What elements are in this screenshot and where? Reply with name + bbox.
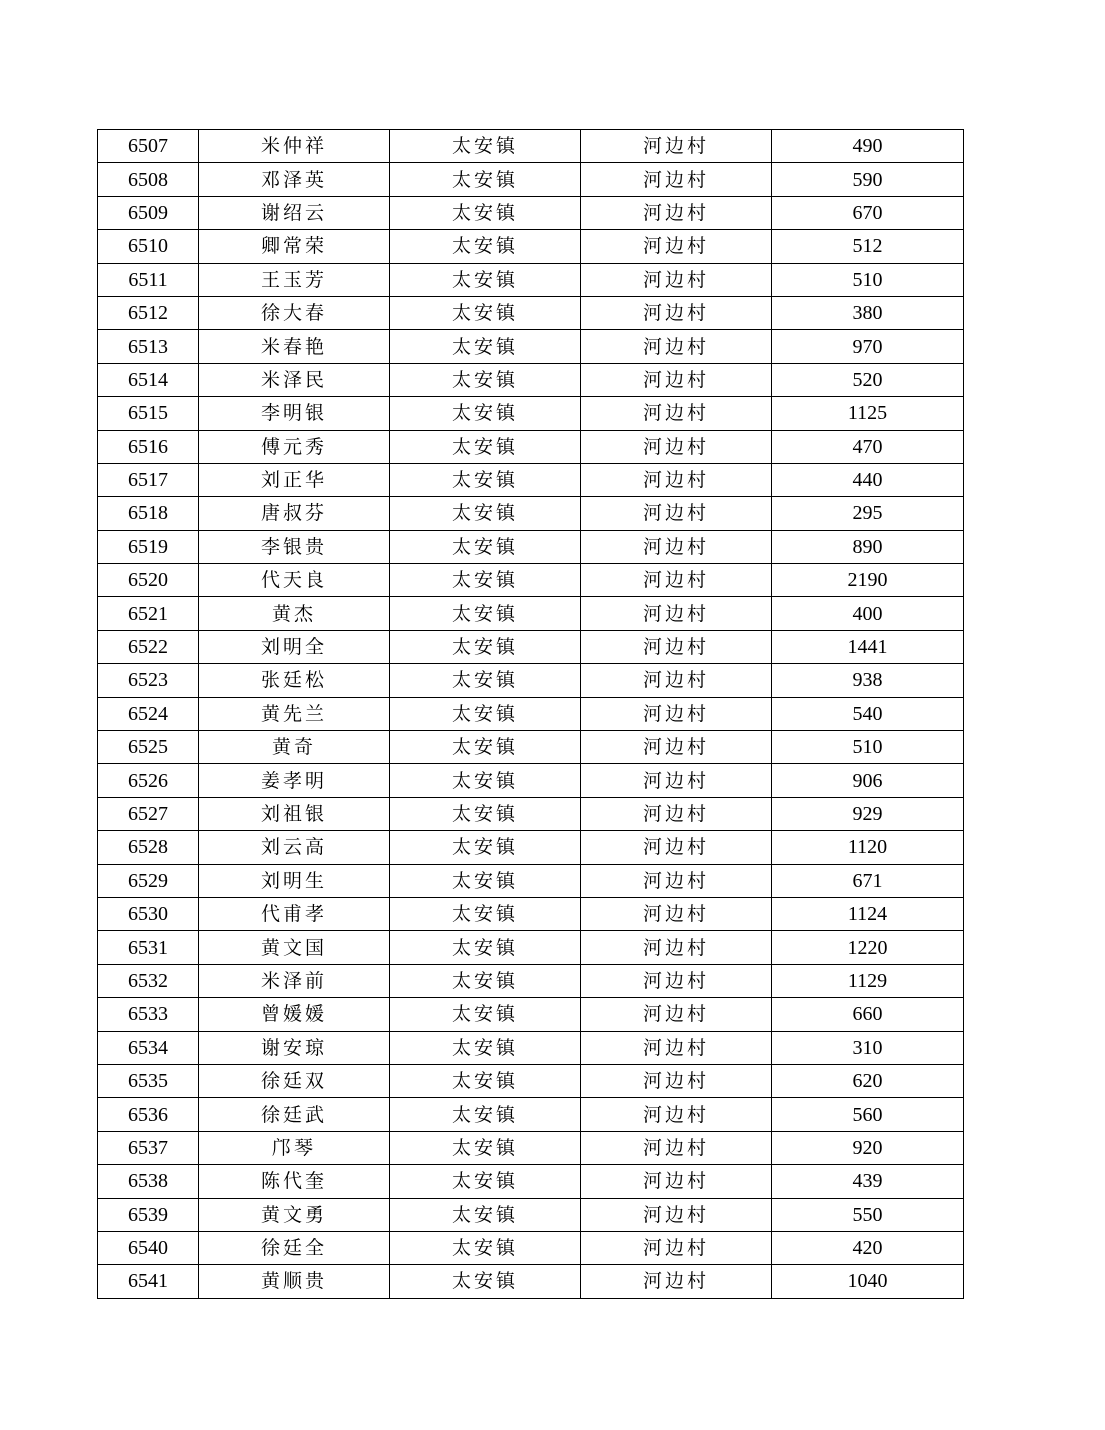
town-cell: 太安镇 bbox=[390, 597, 581, 630]
amount-cell: 1124 bbox=[772, 897, 964, 930]
name-cell: 代甫孝 bbox=[199, 897, 390, 930]
row-id-cell: 6535 bbox=[98, 1064, 199, 1097]
town-cell: 太安镇 bbox=[390, 530, 581, 563]
table-row bbox=[98, 1231, 964, 1264]
town-cell: 太安镇 bbox=[390, 1165, 581, 1198]
row-id-cell: 6531 bbox=[98, 931, 199, 964]
town-cell: 太安镇 bbox=[390, 764, 581, 797]
row-id-cell: 6516 bbox=[98, 430, 199, 463]
row-id-cell: 6511 bbox=[98, 263, 199, 296]
amount-cell: 540 bbox=[772, 697, 964, 730]
village-cell: 河边村 bbox=[581, 263, 772, 296]
table-row bbox=[98, 797, 964, 830]
row-id-cell: 6508 bbox=[98, 163, 199, 196]
town-cell: 太安镇 bbox=[390, 296, 581, 329]
village-cell: 河边村 bbox=[581, 1131, 772, 1164]
town-cell: 太安镇 bbox=[390, 430, 581, 463]
village-cell: 河边村 bbox=[581, 664, 772, 697]
table-row bbox=[98, 964, 964, 997]
amount-cell: 1220 bbox=[772, 931, 964, 964]
row-id-cell: 6522 bbox=[98, 630, 199, 663]
row-id-cell: 6524 bbox=[98, 697, 199, 730]
village-cell: 河边村 bbox=[581, 530, 772, 563]
name-cell: 王玉芳 bbox=[199, 263, 390, 296]
town-cell: 太安镇 bbox=[390, 998, 581, 1031]
table-row bbox=[98, 1131, 964, 1164]
row-id-cell: 6518 bbox=[98, 497, 199, 530]
table-row bbox=[98, 130, 964, 163]
town-cell: 太安镇 bbox=[390, 1265, 581, 1298]
town-cell: 太安镇 bbox=[390, 1131, 581, 1164]
name-cell: 黄文勇 bbox=[199, 1198, 390, 1231]
table-row bbox=[98, 1098, 964, 1131]
row-id-cell: 6539 bbox=[98, 1198, 199, 1231]
village-cell: 河边村 bbox=[581, 864, 772, 897]
name-cell: 刘祖银 bbox=[199, 797, 390, 830]
name-cell: 刘明全 bbox=[199, 630, 390, 663]
amount-cell: 1441 bbox=[772, 630, 964, 663]
table-row bbox=[98, 163, 964, 196]
table-row bbox=[98, 296, 964, 329]
village-cell: 河边村 bbox=[581, 397, 772, 430]
village-cell: 河边村 bbox=[581, 1198, 772, 1231]
amount-cell: 295 bbox=[772, 497, 964, 530]
village-cell: 河边村 bbox=[581, 697, 772, 730]
table-row bbox=[98, 931, 964, 964]
name-cell: 邝琴 bbox=[199, 1131, 390, 1164]
amount-cell: 938 bbox=[772, 664, 964, 697]
table-row bbox=[98, 564, 964, 597]
town-cell: 太安镇 bbox=[390, 497, 581, 530]
village-cell: 河边村 bbox=[581, 163, 772, 196]
town-cell: 太安镇 bbox=[390, 130, 581, 163]
table-row bbox=[98, 463, 964, 496]
town-cell: 太安镇 bbox=[390, 230, 581, 263]
row-id-cell: 6532 bbox=[98, 964, 199, 997]
name-cell: 徐廷武 bbox=[199, 1098, 390, 1131]
village-cell: 河边村 bbox=[581, 931, 772, 964]
village-cell: 河边村 bbox=[581, 897, 772, 930]
table-row bbox=[98, 497, 964, 530]
village-cell: 河边村 bbox=[581, 463, 772, 496]
table-row bbox=[98, 998, 964, 1031]
table-row bbox=[98, 664, 964, 697]
row-id-cell: 6530 bbox=[98, 897, 199, 930]
amount-cell: 470 bbox=[772, 430, 964, 463]
name-cell: 徐大春 bbox=[199, 296, 390, 329]
village-cell: 河边村 bbox=[581, 1165, 772, 1198]
town-cell: 太安镇 bbox=[390, 363, 581, 396]
town-cell: 太安镇 bbox=[390, 897, 581, 930]
village-cell: 河边村 bbox=[581, 130, 772, 163]
name-cell: 米春艳 bbox=[199, 330, 390, 363]
row-id-cell: 6526 bbox=[98, 764, 199, 797]
amount-cell: 671 bbox=[772, 864, 964, 897]
table-row bbox=[98, 1198, 964, 1231]
amount-cell: 590 bbox=[772, 163, 964, 196]
village-cell: 河边村 bbox=[581, 1231, 772, 1264]
town-cell: 太安镇 bbox=[390, 1231, 581, 1264]
town-cell: 太安镇 bbox=[390, 731, 581, 764]
table-row bbox=[98, 530, 964, 563]
village-cell: 河边村 bbox=[581, 597, 772, 630]
amount-cell: 970 bbox=[772, 330, 964, 363]
table-row bbox=[98, 764, 964, 797]
name-cell: 刘明生 bbox=[199, 864, 390, 897]
name-cell: 徐廷双 bbox=[199, 1064, 390, 1097]
town-cell: 太安镇 bbox=[390, 1198, 581, 1231]
amount-cell: 550 bbox=[772, 1198, 964, 1231]
town-cell: 太安镇 bbox=[390, 964, 581, 997]
name-cell: 谢安琼 bbox=[199, 1031, 390, 1064]
amount-cell: 510 bbox=[772, 263, 964, 296]
amount-cell: 670 bbox=[772, 196, 964, 229]
amount-cell: 400 bbox=[772, 597, 964, 630]
town-cell: 太安镇 bbox=[390, 664, 581, 697]
table-row bbox=[98, 731, 964, 764]
village-cell: 河边村 bbox=[581, 363, 772, 396]
table-row bbox=[98, 196, 964, 229]
amount-cell: 1125 bbox=[772, 397, 964, 430]
village-cell: 河边村 bbox=[581, 630, 772, 663]
village-cell: 河边村 bbox=[581, 998, 772, 1031]
town-cell: 太安镇 bbox=[390, 196, 581, 229]
village-cell: 河边村 bbox=[581, 564, 772, 597]
name-cell: 张廷松 bbox=[199, 664, 390, 697]
town-cell: 太安镇 bbox=[390, 831, 581, 864]
row-id-cell: 6509 bbox=[98, 196, 199, 229]
amount-cell: 906 bbox=[772, 764, 964, 797]
town-cell: 太安镇 bbox=[390, 564, 581, 597]
name-cell: 徐廷全 bbox=[199, 1231, 390, 1264]
name-cell: 黄杰 bbox=[199, 597, 390, 630]
amount-cell: 439 bbox=[772, 1165, 964, 1198]
village-cell: 河边村 bbox=[581, 764, 772, 797]
table-row bbox=[98, 330, 964, 363]
village-cell: 河边村 bbox=[581, 1265, 772, 1298]
data-table bbox=[97, 129, 964, 1299]
amount-cell: 1120 bbox=[772, 831, 964, 864]
row-id-cell: 6527 bbox=[98, 797, 199, 830]
name-cell: 卿常荣 bbox=[199, 230, 390, 263]
table-row bbox=[98, 430, 964, 463]
row-id-cell: 6520 bbox=[98, 564, 199, 597]
village-cell: 河边村 bbox=[581, 797, 772, 830]
name-cell: 刘云高 bbox=[199, 831, 390, 864]
village-cell: 河边村 bbox=[581, 296, 772, 329]
row-id-cell: 6521 bbox=[98, 597, 199, 630]
name-cell: 傅元秀 bbox=[199, 430, 390, 463]
town-cell: 太安镇 bbox=[390, 931, 581, 964]
table-row bbox=[98, 397, 964, 430]
row-id-cell: 6525 bbox=[98, 731, 199, 764]
name-cell: 米仲祥 bbox=[199, 130, 390, 163]
town-cell: 太安镇 bbox=[390, 797, 581, 830]
amount-cell: 560 bbox=[772, 1098, 964, 1131]
village-cell: 河边村 bbox=[581, 1064, 772, 1097]
name-cell: 黄先兰 bbox=[199, 697, 390, 730]
table-row bbox=[98, 831, 964, 864]
village-cell: 河边村 bbox=[581, 731, 772, 764]
amount-cell: 380 bbox=[772, 296, 964, 329]
name-cell: 邓泽英 bbox=[199, 163, 390, 196]
row-id-cell: 6533 bbox=[98, 998, 199, 1031]
village-cell: 河边村 bbox=[581, 1031, 772, 1064]
name-cell: 黄文国 bbox=[199, 931, 390, 964]
row-id-cell: 6523 bbox=[98, 664, 199, 697]
row-id-cell: 6540 bbox=[98, 1231, 199, 1264]
town-cell: 太安镇 bbox=[390, 397, 581, 430]
row-id-cell: 6538 bbox=[98, 1165, 199, 1198]
table-row bbox=[98, 1031, 964, 1064]
amount-cell: 2190 bbox=[772, 564, 964, 597]
village-cell: 河边村 bbox=[581, 230, 772, 263]
town-cell: 太安镇 bbox=[390, 330, 581, 363]
table-row bbox=[98, 1165, 964, 1198]
row-id-cell: 6517 bbox=[98, 463, 199, 496]
row-id-cell: 6528 bbox=[98, 831, 199, 864]
amount-cell: 920 bbox=[772, 1131, 964, 1164]
row-id-cell: 6510 bbox=[98, 230, 199, 263]
table-row bbox=[98, 897, 964, 930]
town-cell: 太安镇 bbox=[390, 1098, 581, 1131]
table-row bbox=[98, 1265, 964, 1298]
amount-cell: 510 bbox=[772, 731, 964, 764]
village-cell: 河边村 bbox=[581, 964, 772, 997]
town-cell: 太安镇 bbox=[390, 630, 581, 663]
name-cell: 刘正华 bbox=[199, 463, 390, 496]
village-cell: 河边村 bbox=[581, 430, 772, 463]
amount-cell: 310 bbox=[772, 1031, 964, 1064]
town-cell: 太安镇 bbox=[390, 463, 581, 496]
village-cell: 河边村 bbox=[581, 330, 772, 363]
village-cell: 河边村 bbox=[581, 196, 772, 229]
amount-cell: 1040 bbox=[772, 1265, 964, 1298]
amount-cell: 1129 bbox=[772, 964, 964, 997]
name-cell: 唐叔芬 bbox=[199, 497, 390, 530]
row-id-cell: 6529 bbox=[98, 864, 199, 897]
row-id-cell: 6534 bbox=[98, 1031, 199, 1064]
row-id-cell: 6514 bbox=[98, 363, 199, 396]
table-row bbox=[98, 597, 964, 630]
town-cell: 太安镇 bbox=[390, 1031, 581, 1064]
table-row bbox=[98, 697, 964, 730]
table-row bbox=[98, 263, 964, 296]
row-id-cell: 6536 bbox=[98, 1098, 199, 1131]
table-row bbox=[98, 230, 964, 263]
amount-cell: 512 bbox=[772, 230, 964, 263]
amount-cell: 420 bbox=[772, 1231, 964, 1264]
town-cell: 太安镇 bbox=[390, 163, 581, 196]
amount-cell: 440 bbox=[772, 463, 964, 496]
name-cell: 谢绍云 bbox=[199, 196, 390, 229]
name-cell: 黄奇 bbox=[199, 731, 390, 764]
amount-cell: 660 bbox=[772, 998, 964, 1031]
table-row bbox=[98, 864, 964, 897]
row-id-cell: 6507 bbox=[98, 130, 199, 163]
row-id-cell: 6541 bbox=[98, 1265, 199, 1298]
name-cell: 李明银 bbox=[199, 397, 390, 430]
town-cell: 太安镇 bbox=[390, 1064, 581, 1097]
table-row bbox=[98, 363, 964, 396]
row-id-cell: 6512 bbox=[98, 296, 199, 329]
amount-cell: 520 bbox=[772, 363, 964, 396]
row-id-cell: 6513 bbox=[98, 330, 199, 363]
town-cell: 太安镇 bbox=[390, 697, 581, 730]
row-id-cell: 6537 bbox=[98, 1131, 199, 1164]
row-id-cell: 6515 bbox=[98, 397, 199, 430]
name-cell: 米泽前 bbox=[199, 964, 390, 997]
table-row bbox=[98, 630, 964, 663]
name-cell: 姜孝明 bbox=[199, 764, 390, 797]
table-body bbox=[98, 130, 964, 1299]
name-cell: 代天良 bbox=[199, 564, 390, 597]
row-id-cell: 6519 bbox=[98, 530, 199, 563]
name-cell: 米泽民 bbox=[199, 363, 390, 396]
amount-cell: 620 bbox=[772, 1064, 964, 1097]
amount-cell: 929 bbox=[772, 797, 964, 830]
table-row bbox=[98, 1064, 964, 1097]
name-cell: 黄顺贵 bbox=[199, 1265, 390, 1298]
amount-cell: 890 bbox=[772, 530, 964, 563]
name-cell: 曾媛媛 bbox=[199, 998, 390, 1031]
village-cell: 河边村 bbox=[581, 1098, 772, 1131]
amount-cell: 490 bbox=[772, 130, 964, 163]
town-cell: 太安镇 bbox=[390, 263, 581, 296]
village-cell: 河边村 bbox=[581, 831, 772, 864]
name-cell: 李银贵 bbox=[199, 530, 390, 563]
village-cell: 河边村 bbox=[581, 497, 772, 530]
town-cell: 太安镇 bbox=[390, 864, 581, 897]
name-cell: 陈代奎 bbox=[199, 1165, 390, 1198]
